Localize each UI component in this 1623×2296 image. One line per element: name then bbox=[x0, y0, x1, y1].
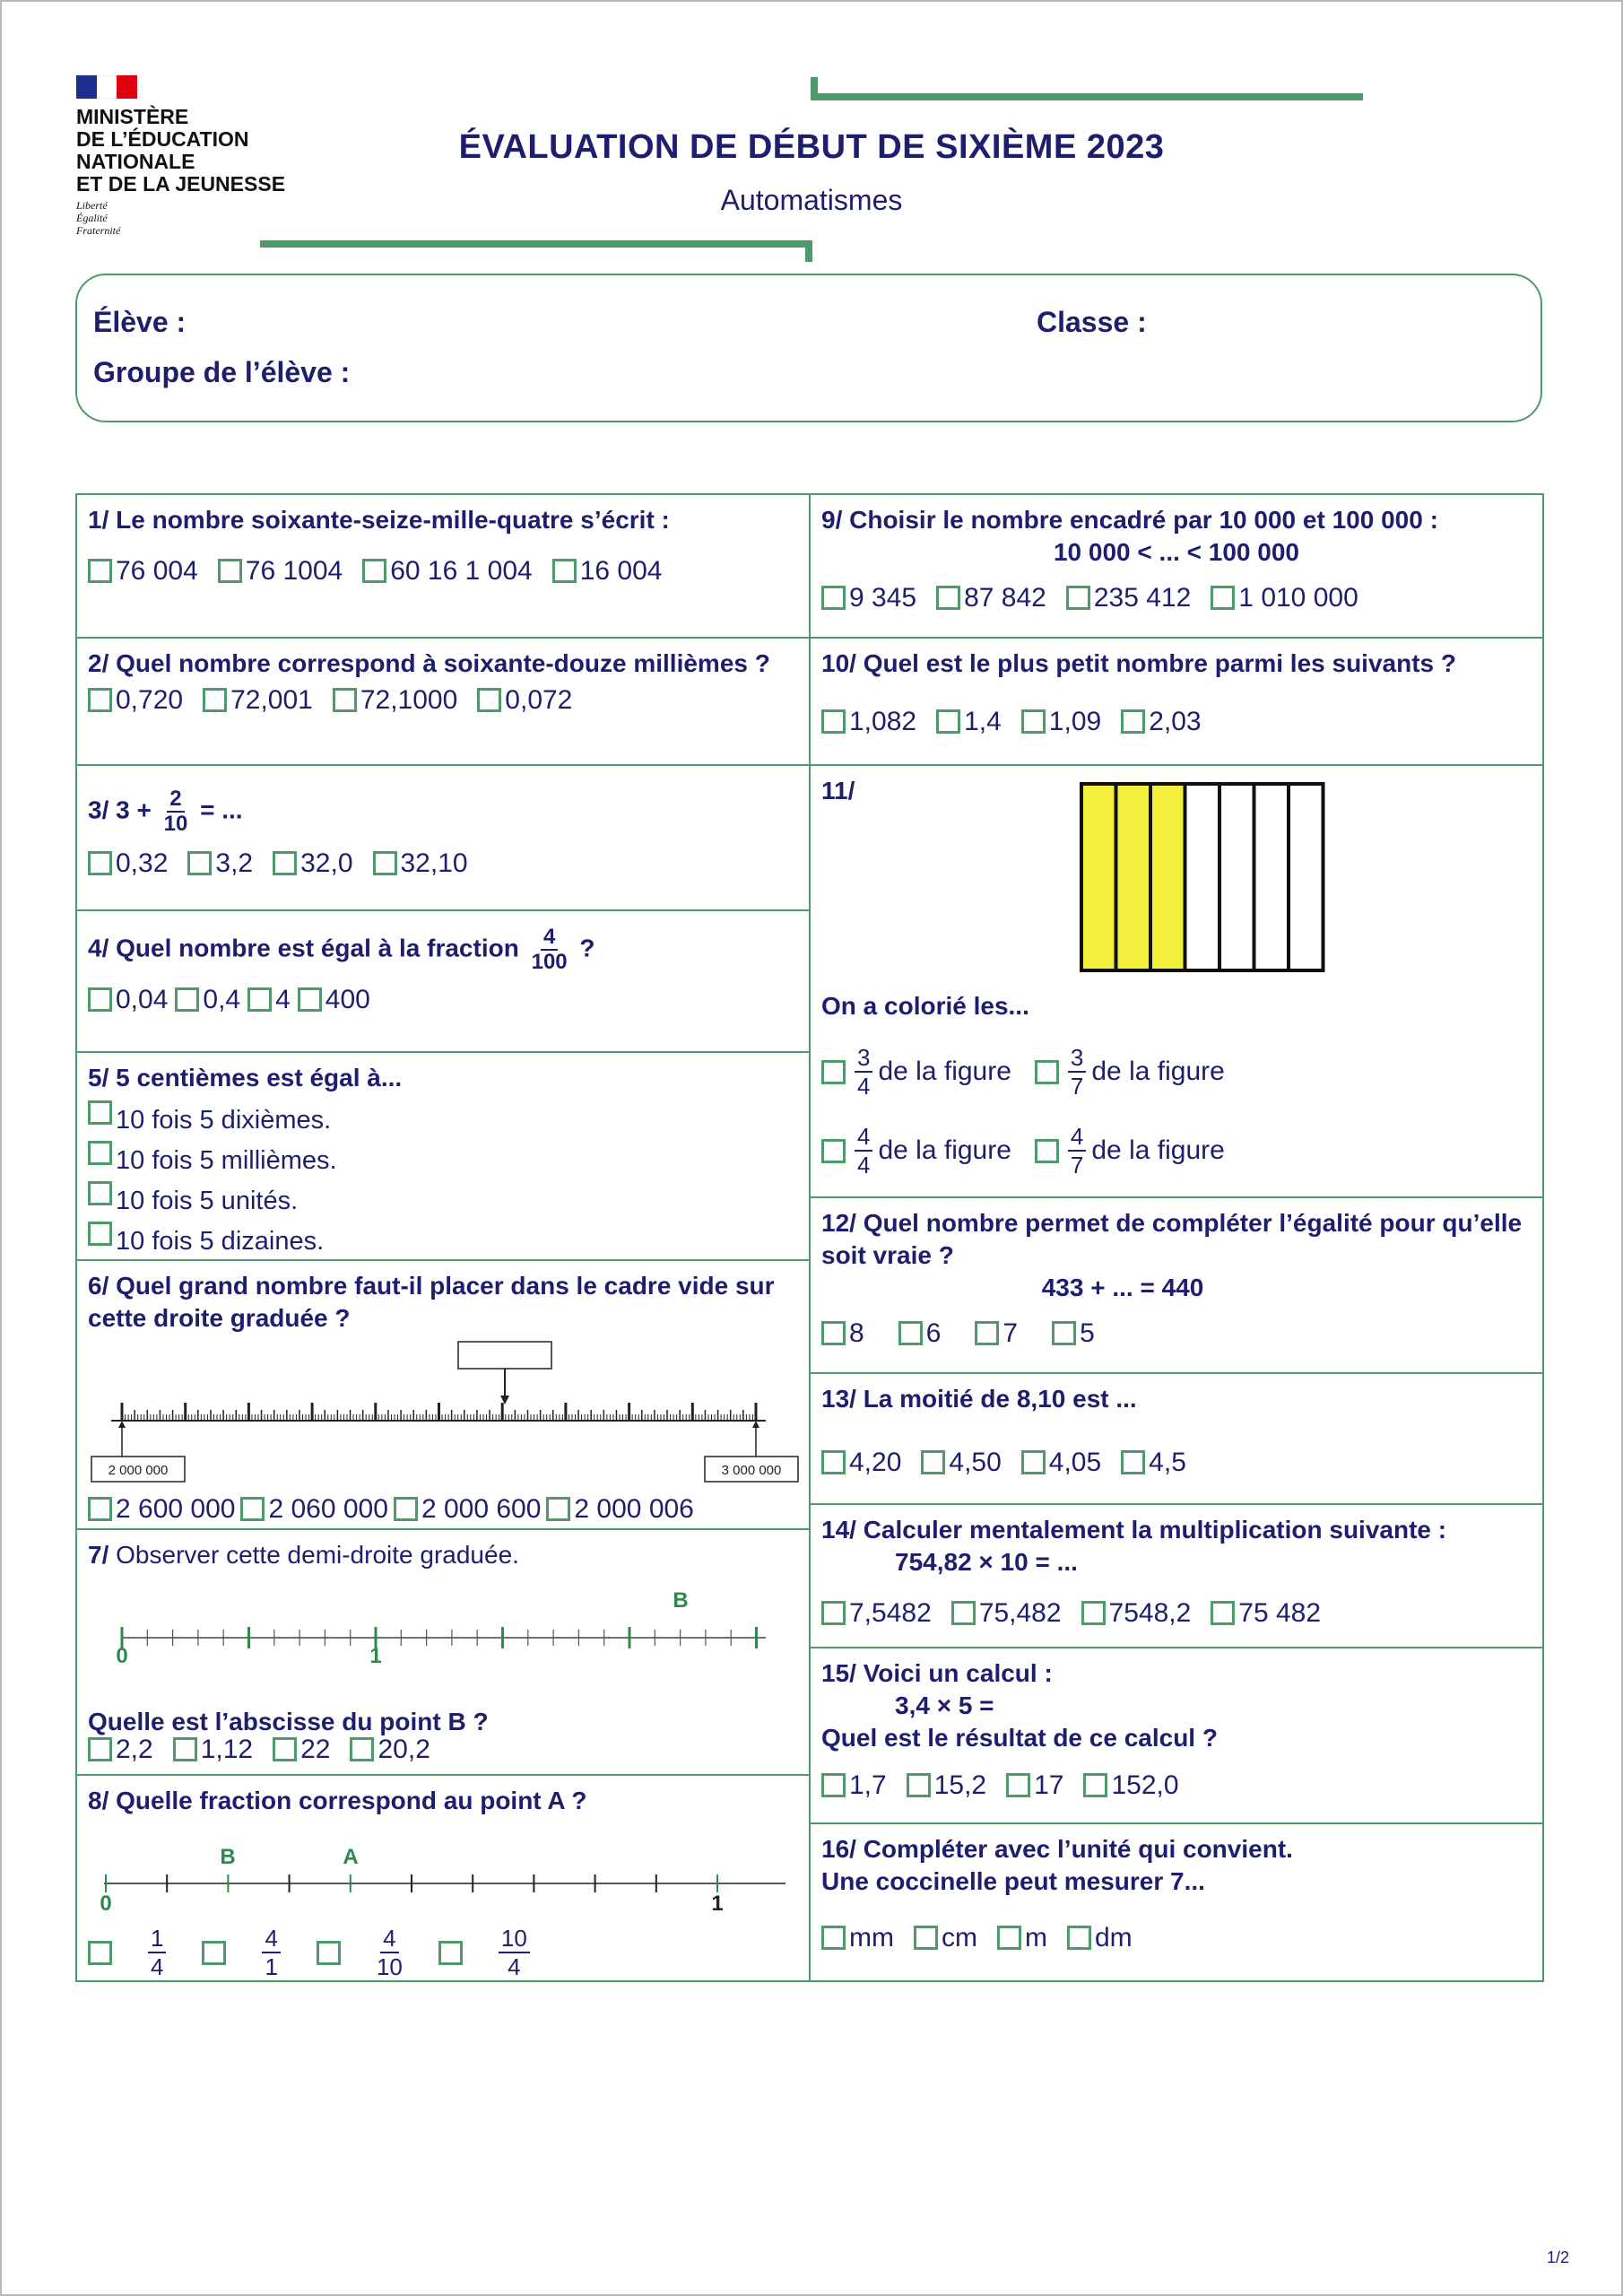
checkbox[interactable] bbox=[997, 1926, 1021, 1950]
q1-option[interactable]: 76 004 bbox=[88, 556, 198, 587]
checkbox[interactable] bbox=[317, 1941, 341, 1965]
checkbox[interactable] bbox=[921, 1450, 945, 1474]
bar-part-colored bbox=[1116, 784, 1151, 970]
q14-option[interactable]: 75,482 bbox=[951, 1598, 1062, 1629]
question-11 bbox=[809, 764, 1544, 1198]
question-4 bbox=[75, 909, 811, 1053]
question-7 bbox=[75, 1528, 811, 1776]
q12-option[interactable]: 7 bbox=[975, 1318, 1018, 1349]
checkbox[interactable] bbox=[821, 1060, 846, 1084]
question-7-question: Quelle est l’abscisse du point B ? bbox=[88, 1708, 489, 1735]
question-1-text: 1/ Le nombre soixante-seize-mille-quatre s’écrit : bbox=[88, 506, 670, 534]
page-title: ÉVALUATION DE DÉBUT DE SIXIÈME 2023 bbox=[458, 128, 1165, 166]
q2-option[interactable]: 72,001 bbox=[203, 685, 313, 716]
q7-point-b: B bbox=[673, 1588, 689, 1613]
q14-option[interactable]: 7548,2 bbox=[1081, 1598, 1192, 1629]
q7-option[interactable]: 20,2 bbox=[350, 1735, 430, 1765]
q7-label-0: 0 bbox=[116, 1644, 128, 1668]
q1-option[interactable]: 60 16 1 004 bbox=[362, 556, 532, 587]
q9-option[interactable]: 9 345 bbox=[821, 583, 916, 613]
q12-option[interactable]: 8 bbox=[821, 1318, 864, 1349]
checkbox[interactable] bbox=[88, 1181, 112, 1205]
eleve-label: Élève : bbox=[93, 306, 187, 338]
q6-ticks bbox=[122, 1403, 756, 1421]
french-flag-icon bbox=[76, 75, 137, 99]
q10-option[interactable]: 2,03 bbox=[1121, 707, 1201, 737]
checkbox[interactable] bbox=[1021, 1450, 1046, 1474]
graduated-line-q6 bbox=[86, 1336, 794, 1478]
header-line-bottom bbox=[260, 240, 812, 248]
checkbox[interactable] bbox=[1081, 1601, 1106, 1625]
checkbox[interactable] bbox=[240, 1497, 265, 1521]
q12-option[interactable]: 5 bbox=[1052, 1318, 1095, 1349]
checkbox[interactable] bbox=[821, 586, 846, 610]
checkbox[interactable] bbox=[1035, 1139, 1059, 1163]
checkbox[interactable] bbox=[218, 559, 242, 583]
q13-option[interactable]: 4,05 bbox=[1021, 1448, 1101, 1478]
q8-point-b: B bbox=[220, 1845, 236, 1869]
q11-option[interactable]: $\frac{4}{4}$ de la figure bbox=[821, 1123, 1011, 1178]
question-15-sub: 3,4 × 5 = bbox=[895, 1692, 994, 1719]
checkbox[interactable] bbox=[88, 1100, 112, 1125]
q9-option[interactable]: 1 010 000 bbox=[1211, 583, 1358, 613]
fraction: $\frac{4}{10}$ bbox=[376, 1925, 403, 1980]
q5-option[interactable]: 10 fois 5 millièmes. bbox=[88, 1144, 778, 1178]
q3-option[interactable]: 3,2 bbox=[187, 848, 253, 879]
q7-option[interactable]: 2,2 bbox=[88, 1735, 153, 1765]
q2-option[interactable]: 72,1000 bbox=[333, 685, 457, 716]
q10-option[interactable]: 1,082 bbox=[821, 707, 916, 737]
q15-option[interactable]: 15,2 bbox=[907, 1770, 986, 1801]
checkbox[interactable] bbox=[362, 559, 386, 583]
bar-part-empty bbox=[1289, 784, 1324, 970]
groupe-label: Groupe de l’élève : bbox=[93, 356, 351, 388]
question-2-text: 2/ Quel nombre correspond à soixante-douze millièmes ? bbox=[88, 649, 770, 677]
question-8-text: 8/ Quelle fraction correspond au point A ? bbox=[88, 1787, 587, 1814]
q3-option[interactable]: 0,32 bbox=[88, 848, 168, 879]
header-line-top-tick bbox=[811, 77, 818, 100]
page-number: 1/2 bbox=[1546, 2248, 1569, 2266]
checkbox[interactable] bbox=[88, 559, 112, 583]
question-10 bbox=[809, 637, 1544, 766]
question-4-text: 4/ Quel nombre est égal à la fraction $\frac{4}{100}$ ? bbox=[88, 925, 595, 974]
q14-option[interactable]: 7,5482 bbox=[821, 1598, 932, 1629]
checkbox[interactable] bbox=[546, 1497, 570, 1521]
checkbox[interactable] bbox=[975, 1321, 999, 1345]
checkbox[interactable] bbox=[247, 987, 272, 1012]
checkbox[interactable] bbox=[88, 1222, 112, 1246]
bar-part-empty bbox=[1219, 784, 1254, 970]
question-12-text: 12/ Quel nombre permet de compléter l’égalité pour qu’elle soit vraie ? bbox=[821, 1209, 1523, 1269]
q8-label-1: 1 bbox=[711, 1892, 724, 1916]
question-1 bbox=[75, 493, 811, 639]
q13-option[interactable]: 4,20 bbox=[821, 1448, 901, 1478]
q12-option[interactable]: 6 bbox=[898, 1318, 942, 1349]
ministry-name: MINISTÈRE DE L’ÉDUCATION NATIONALE ET DE LA JEUNESSE bbox=[76, 105, 286, 196]
q6-option[interactable]: 2 000 006 bbox=[546, 1494, 693, 1525]
checkbox[interactable] bbox=[936, 586, 960, 610]
student-info-box bbox=[75, 274, 1542, 422]
fraction: $\frac{4}{100}$ bbox=[531, 925, 568, 974]
q16-option[interactable]: cm bbox=[914, 1923, 977, 1953]
fraction: $\frac{4}{4}$ bbox=[855, 1123, 872, 1178]
header-line-bottom-tick bbox=[805, 240, 812, 262]
checkbox[interactable] bbox=[1035, 1060, 1059, 1084]
fraction-bar-figure bbox=[1080, 780, 1331, 978]
q16-option[interactable]: m bbox=[997, 1923, 1047, 1953]
q5-option[interactable]: 10 fois 5 dixièmes. bbox=[88, 1103, 778, 1138]
checkbox[interactable] bbox=[88, 851, 112, 875]
q7-label-1: 1 bbox=[369, 1644, 382, 1668]
checkbox[interactable] bbox=[394, 1497, 418, 1521]
q5-option[interactable]: 10 fois 5 unités. bbox=[88, 1184, 778, 1219]
checkbox[interactable] bbox=[907, 1773, 931, 1797]
q9-option[interactable]: 87 842 bbox=[936, 583, 1046, 613]
checkbox[interactable] bbox=[373, 851, 397, 875]
ministry-logo bbox=[76, 75, 309, 237]
checkbox[interactable] bbox=[202, 1941, 226, 1965]
checkbox[interactable] bbox=[477, 688, 501, 712]
question-14 bbox=[809, 1503, 1544, 1648]
q11-option[interactable]: $\frac{3}{7}$ de la figure bbox=[1035, 1044, 1225, 1100]
checkbox[interactable] bbox=[1021, 709, 1046, 734]
question-15-text: 15/ Voici un calcul : bbox=[821, 1659, 1053, 1687]
question-11-question: On a colorié les... bbox=[821, 992, 1029, 1020]
checkbox[interactable] bbox=[1052, 1321, 1076, 1345]
checkbox[interactable] bbox=[821, 1450, 846, 1474]
graduated-line-q8 bbox=[77, 1826, 794, 1916]
checkbox[interactable] bbox=[914, 1926, 938, 1950]
checkbox[interactable] bbox=[821, 1926, 846, 1950]
q16-option[interactable]: dm bbox=[1067, 1923, 1133, 1953]
q13-option[interactable]: 4,5 bbox=[1121, 1448, 1186, 1478]
checkbox[interactable] bbox=[88, 1941, 112, 1965]
q9-option[interactable]: 235 412 bbox=[1066, 583, 1191, 613]
q8-point-a: A bbox=[343, 1845, 359, 1869]
bar-part-colored bbox=[1150, 784, 1185, 970]
checkbox[interactable] bbox=[1066, 586, 1090, 610]
question-5-text: 5/ 5 centièmes est égal à... bbox=[88, 1064, 403, 1091]
bar-part-colored bbox=[1081, 784, 1116, 970]
checkbox[interactable] bbox=[821, 1601, 846, 1625]
question-15-question: Quel est le résultat de ce calcul ? bbox=[821, 1724, 1218, 1752]
q1-option[interactable]: 76 1004 bbox=[218, 556, 343, 587]
q6-right-label: 3 000 000 bbox=[721, 1463, 782, 1478]
fraction: $\frac{2}{10}$ bbox=[163, 787, 188, 836]
q8-option[interactable] bbox=[202, 1925, 285, 1980]
question-6 bbox=[75, 1259, 811, 1530]
checkbox[interactable] bbox=[88, 688, 112, 712]
checkbox[interactable] bbox=[821, 1139, 846, 1163]
page-subtitle: Automatismes bbox=[720, 184, 903, 216]
checkbox[interactable] bbox=[821, 1321, 846, 1345]
q8-label-0: 0 bbox=[100, 1892, 112, 1916]
q11-option[interactable]: $\frac{4}{7}$ de la figure bbox=[1035, 1123, 1225, 1178]
q6-left-label: 2 000 000 bbox=[108, 1463, 169, 1478]
checkbox[interactable] bbox=[1006, 1773, 1030, 1797]
question-13 bbox=[809, 1372, 1544, 1505]
republic-motto: Liberté Égalité Fraternité bbox=[76, 199, 121, 237]
checkbox[interactable] bbox=[1121, 1450, 1145, 1474]
question-10-text: 10/ Quel est le plus petit nombre parmi les suivants ? bbox=[821, 649, 1456, 677]
question-16 bbox=[809, 1822, 1544, 1982]
question-8 bbox=[75, 1774, 811, 1982]
empty-answer-frame bbox=[458, 1342, 551, 1369]
question-9 bbox=[809, 493, 1544, 639]
q2-option[interactable]: 0,072 bbox=[477, 685, 572, 716]
fraction: $\frac{1}{4}$ bbox=[148, 1925, 166, 1980]
checkbox[interactable] bbox=[88, 1141, 112, 1165]
q4-option[interactable]: 0,4 bbox=[175, 985, 240, 1015]
checkbox[interactable] bbox=[187, 851, 212, 875]
checkbox[interactable] bbox=[203, 688, 227, 712]
question-3 bbox=[75, 764, 811, 911]
checkbox[interactable] bbox=[273, 851, 297, 875]
q8-option[interactable] bbox=[438, 1925, 535, 1980]
header-line-top bbox=[811, 93, 1363, 100]
q4-option[interactable]: 4 bbox=[247, 985, 291, 1015]
q5-option[interactable]: 10 fois 5 dizaines. bbox=[88, 1224, 778, 1259]
checkbox[interactable] bbox=[951, 1601, 976, 1625]
bar-part-empty bbox=[1185, 784, 1220, 970]
checkbox[interactable] bbox=[173, 1737, 197, 1761]
checkbox[interactable] bbox=[552, 559, 577, 583]
question-9-sub: 10 000 < ... < 100 000 bbox=[1053, 538, 1299, 566]
checkbox[interactable] bbox=[88, 1737, 112, 1761]
q16-option[interactable]: mm bbox=[821, 1923, 894, 1953]
question-5 bbox=[75, 1051, 811, 1261]
question-7-text: 7/ Observer cette demi-droite graduée. bbox=[88, 1541, 519, 1569]
q7-option[interactable]: 1,12 bbox=[173, 1735, 253, 1765]
q15-option[interactable]: 1,7 bbox=[821, 1770, 887, 1801]
fraction-bar bbox=[1081, 784, 1324, 970]
checkbox[interactable] bbox=[298, 987, 322, 1012]
question-12-sub: 433 + ... = 440 bbox=[1041, 1274, 1204, 1301]
checkbox[interactable] bbox=[1067, 1926, 1091, 1950]
checkbox[interactable] bbox=[1083, 1773, 1107, 1797]
classe-label: Classe : bbox=[1037, 306, 1147, 338]
half-line-q7 bbox=[86, 1575, 785, 1668]
checkbox[interactable] bbox=[1211, 1601, 1235, 1625]
fraction: $\frac{4}{7}$ bbox=[1068, 1123, 1086, 1178]
q4-option[interactable]: 0,04 bbox=[88, 985, 168, 1015]
checkbox[interactable] bbox=[273, 1737, 297, 1761]
checkbox[interactable] bbox=[88, 987, 112, 1012]
question-6-text: 6/ Quel grand nombre faut-il placer dans le cadre vide sur cette droite graduée ? bbox=[88, 1272, 775, 1332]
checkbox[interactable] bbox=[936, 709, 960, 734]
checkbox[interactable] bbox=[438, 1941, 463, 1965]
q1-option[interactable]: 16 004 bbox=[552, 556, 663, 587]
checkbox[interactable] bbox=[821, 1773, 846, 1797]
question-14-sub: 754,82 × 10 = ... bbox=[895, 1548, 1078, 1576]
q6-option[interactable]: 2 060 000 bbox=[240, 1494, 387, 1525]
checkbox[interactable] bbox=[175, 987, 199, 1012]
checkbox[interactable] bbox=[1121, 709, 1145, 734]
question-14-text: 14/ Calculer mentalement la multiplication suivante : bbox=[821, 1516, 1447, 1544]
checkbox[interactable] bbox=[898, 1321, 923, 1345]
checkbox[interactable] bbox=[350, 1737, 374, 1761]
question-2 bbox=[75, 637, 811, 766]
q2-option[interactable]: 0,720 bbox=[88, 685, 183, 716]
q6-option[interactable]: 2 600 000 bbox=[88, 1494, 235, 1525]
question-12 bbox=[809, 1196, 1544, 1374]
question-16-text: 16/ Compléter avec l’unité qui convient. bbox=[821, 1835, 1293, 1863]
checkbox[interactable] bbox=[1211, 586, 1235, 610]
q15-option[interactable]: 152,0 bbox=[1083, 1770, 1178, 1801]
bar-part-empty bbox=[1254, 784, 1289, 970]
q3-option[interactable]: 32,10 bbox=[373, 848, 468, 879]
fraction: $\frac{10}{4}$ bbox=[499, 1925, 530, 1980]
question-9-text: 9/ Choisir le nombre encadré par 10 000 et 100 000 : bbox=[821, 506, 1438, 534]
q14-option[interactable]: 75 482 bbox=[1211, 1598, 1321, 1629]
q7-option[interactable]: 22 bbox=[273, 1735, 330, 1765]
question-13-text: 13/ La moitié de 8,10 est ... bbox=[821, 1385, 1137, 1413]
q10-option[interactable]: 1,09 bbox=[1021, 707, 1101, 737]
checkbox[interactable] bbox=[821, 709, 846, 734]
fraction: $\frac{3}{7}$ bbox=[1068, 1044, 1086, 1100]
q3-option[interactable]: 32,0 bbox=[273, 848, 352, 879]
q13-option[interactable]: 4,50 bbox=[921, 1448, 1001, 1478]
q15-option[interactable]: 17 bbox=[1006, 1770, 1063, 1801]
q4-option[interactable]: 400 bbox=[298, 985, 370, 1015]
q8-option[interactable] bbox=[88, 1925, 171, 1980]
question-grid bbox=[75, 493, 1544, 1982]
fraction: $\frac{3}{4}$ bbox=[855, 1044, 872, 1100]
q11-option[interactable]: $\frac{3}{4}$ de la figure bbox=[821, 1044, 1011, 1100]
fraction: $\frac{4}{1}$ bbox=[262, 1925, 280, 1980]
question-16-question: Une coccinelle peut mesurer 7... bbox=[821, 1867, 1205, 1895]
question-11-number: 11/ bbox=[821, 777, 855, 804]
q8-option[interactable] bbox=[317, 1925, 408, 1980]
checkbox[interactable] bbox=[333, 688, 357, 712]
question-15 bbox=[809, 1647, 1544, 1824]
q10-option[interactable]: 1,4 bbox=[936, 707, 1002, 737]
q6-option[interactable]: 2 000 600 bbox=[394, 1494, 541, 1525]
question-3-text: 3/ 3 + $\frac{2}{10}$ = ... bbox=[88, 787, 243, 836]
checkbox[interactable] bbox=[88, 1497, 112, 1521]
